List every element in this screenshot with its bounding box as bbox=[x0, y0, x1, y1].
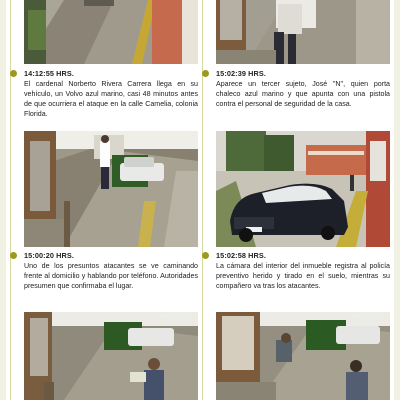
timeline-dot bbox=[10, 252, 17, 259]
timeline-entry-1 bbox=[24, 69, 198, 119]
cctv-photo-driveway bbox=[24, 0, 198, 64]
timeline-entry-2 bbox=[216, 69, 390, 109]
cctv-photo-injured-officer bbox=[216, 312, 390, 400]
timeline-dot bbox=[10, 70, 17, 77]
timeline-dot bbox=[202, 70, 209, 77]
entry-description: La cámara del interior del inmueble registra al policía preventivo herido y tirado en el suelo, mientras su compañero va tras los atacantes. bbox=[216, 262, 390, 290]
camera-timestamp: 20 bbox=[189, 133, 196, 139]
timeline-rule-right bbox=[202, 0, 203, 400]
timeline-dot bbox=[202, 252, 209, 259]
entry-time: 15:02:39 HRS. bbox=[216, 69, 266, 78]
right-margin-strip bbox=[394, 0, 400, 400]
cctv-photo-attacker-phone bbox=[24, 131, 198, 247]
entry-time: 15:02:58 HRS. bbox=[216, 251, 266, 260]
camera-timestamp: 2019 15:01:61 bbox=[156, 314, 196, 320]
entry-description: Uno de los presuntos atacantes se ve caminando frente al domicilio y hablando por teléfono. Autoridades presumen que confirmaba el lugar. bbox=[24, 262, 198, 290]
entry-time: 14:12:55 HRS. bbox=[24, 69, 74, 78]
entry-description: Aparece un tercer sujeto, José "N", quien porta chaleco azul marino y que apunta con una pistola contra el personal de seguridad de la casa. bbox=[216, 80, 390, 108]
entry-time: 15:00:20 HRS. bbox=[24, 251, 74, 260]
left-margin-strip bbox=[0, 0, 6, 400]
cctv-photo-third-subject bbox=[216, 0, 390, 64]
timeline-entry-3 bbox=[24, 251, 198, 291]
cctv-photo-volvo-car bbox=[216, 131, 390, 247]
cctv-photo-armed-subject bbox=[24, 312, 198, 400]
camera-timestamp: 2019 15:02:44 bbox=[348, 314, 388, 320]
entry-description: El cardenal Norberto Rivera Carrera llega en su vehículo, un Volvo azul marino, casi 48 minutos antes de que ocurriera el ataque en la calle Camelia, colonia Florida. bbox=[24, 80, 198, 118]
timeline-rule-left bbox=[10, 0, 11, 400]
timeline-entry-4 bbox=[216, 251, 390, 291]
